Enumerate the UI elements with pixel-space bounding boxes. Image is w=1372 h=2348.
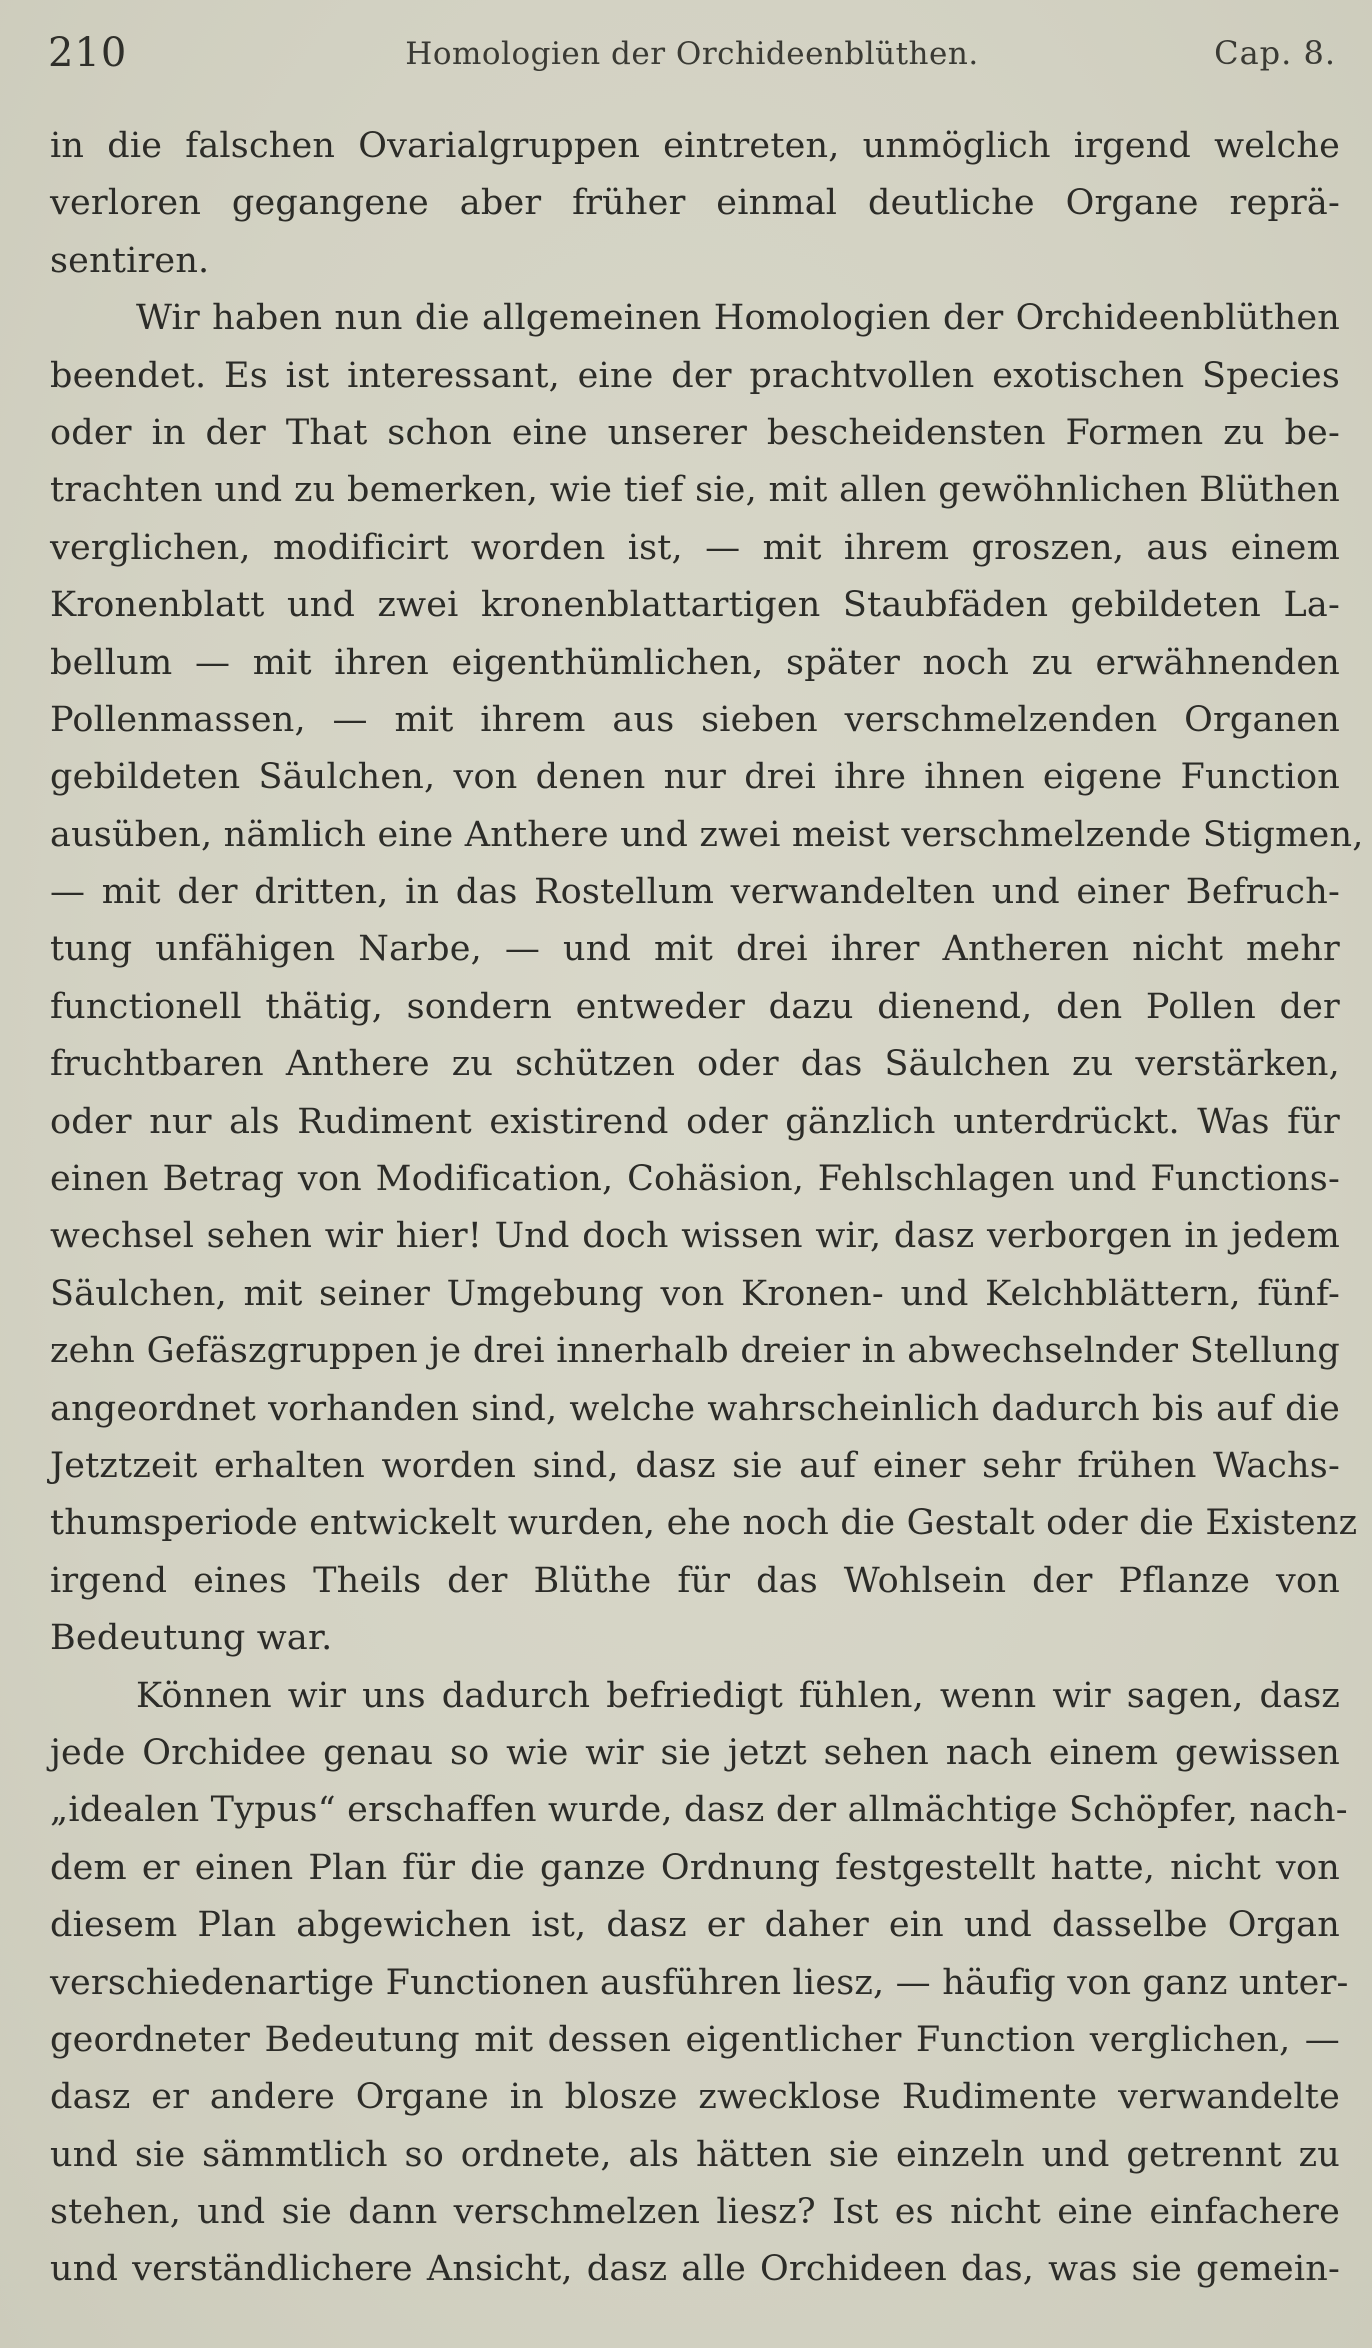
text-line: verloren gegangene aber früher einmal deutliche Organe reprä- <box>50 183 1340 224</box>
text-line: zehn Gefäszgruppen je drei innerhalb dreier in abwechselnder Stellung <box>50 1331 1340 1372</box>
text-line: — mit der dritten, in das Rostellum verwandelten und einer Befruch- <box>50 872 1340 913</box>
body-text <box>50 118 1364 2299</box>
text-line: Können wir uns dadurch befriedigt fühlen, wenn wir sagen, dasz <box>136 1675 1340 1716</box>
text-line: diesem Plan abgewichen ist, dasz er daher ein und dasselbe Organ <box>50 1905 1340 1946</box>
text-line: und verständlichere Ansicht, dasz alle Orchideen das, was sie gemein- <box>50 2249 1340 2290</box>
text-line: verglichen, modificirt worden ist, — mit ihrem groszen, aus einem <box>50 527 1340 568</box>
text-line: oder nur als Rudiment existirend oder gänzlich unterdrückt. Was für <box>50 1101 1340 1142</box>
text-line: fruchtbaren Anthere zu schützen oder das Säulchen zu verstärken, <box>50 1044 1340 1085</box>
text-line: in die falschen Ovarialgruppen eintreten, unmöglich irgend welche <box>50 126 1340 166</box>
text-line: geordneter Bedeutung mit dessen eigentlicher Function verglichen, — <box>50 2019 1340 2060</box>
text-line: oder in der That schon eine unserer bescheidensten Formen zu be- <box>50 412 1340 453</box>
text-line: „idealen Typus“ erschaffen wurde, dasz der allmächtige Schöpfer, nach- <box>50 1790 1348 1831</box>
text-line: verschiedenartige Functionen ausführen liesz, — häufig von ganz unter- <box>50 1962 1349 2003</box>
text-line: angeordnet vorhanden sind, welche wahrscheinlich dadurch bis auf die <box>50 1388 1340 1429</box>
text-line: und sie sämmtlich so ordnete, als hätten sie einzeln und getrennt zu <box>50 2134 1340 2175</box>
text-line: ausüben, nämlich eine Anthere und zwei meist verschmelzende Stigmen, <box>50 814 1364 855</box>
text-line: thumsperiode entwickelt wurden, ehe noch die Gestalt oder die Existenz <box>50 1503 1358 1544</box>
text-line: Säulchen, mit seiner Umgebung von Kronen- und Kelchblättern, fünf- <box>50 1273 1340 1314</box>
text-line: irgend eines Theils der Blüthe für das Wohlsein der Pflanze von <box>50 1560 1340 1601</box>
text-line: wechsel sehen wir hier! Und doch wissen wir, dasz verborgen in jedem <box>50 1216 1340 1257</box>
text-line: sentiren. <box>50 240 210 281</box>
text-line: tung unfähigen Narbe, — und mit drei ihrer Antheren nicht mehr <box>50 929 1340 970</box>
text-line: Kronenblatt und zwei kronenblattartigen Staubfäden gebildeten La- <box>50 585 1340 626</box>
text-line: Pollenmassen, — mit ihrem aus sieben verschmelzenden Organen <box>50 699 1340 740</box>
page-number: 210 <box>48 30 128 76</box>
running-title: Homologien der Orchideenblüthen. <box>405 36 979 72</box>
text-line: dasz er andere Organe in blosze zwecklose Rudimente verwandelte <box>50 2077 1340 2118</box>
text-line: trachten und zu bemerken, wie tief sie, mit allen gewöhnlichen Blüthen <box>50 470 1340 511</box>
chapter-label: Cap. 8. <box>1214 34 1336 72</box>
text-line: jede Orchidee genau so wie wir sie jetzt sehen nach einem gewissen <box>50 1732 1340 1773</box>
text-line: dem er einen Plan für die ganze Ordnung festgestellt hatte, nicht von <box>50 1847 1340 1888</box>
text-line: bellum — mit ihren eigenthümlichen, später noch zu erwähnenden <box>50 642 1340 683</box>
text-line: stehen, und sie dann verschmelzen liesz? Ist es nicht eine einfachere <box>50 2192 1340 2233</box>
text-line: beendet. Es ist interessant, eine der prachtvollen exotischen Species <box>50 355 1340 396</box>
text-line: Wir haben nun die allgemeinen Homologien der Orchideenblüthen <box>136 298 1340 339</box>
page-header <box>48 22 1336 82</box>
text-line: Jetztzeit erhalten worden sind, dasz sie auf einer sehr frühen Wachs- <box>50 1445 1340 1486</box>
text-line: einen Betrag von Modification, Cohäsion, Fehlschlagen und Functions- <box>50 1159 1340 1200</box>
text-line: gebildeten Säulchen, von denen nur drei ihre ihnen eigene Function <box>50 757 1340 798</box>
text-line: Bedeutung war. <box>50 1618 333 1659</box>
text-line: functionell thätig, sondern entweder dazu dienend, den Pollen der <box>50 986 1340 1027</box>
